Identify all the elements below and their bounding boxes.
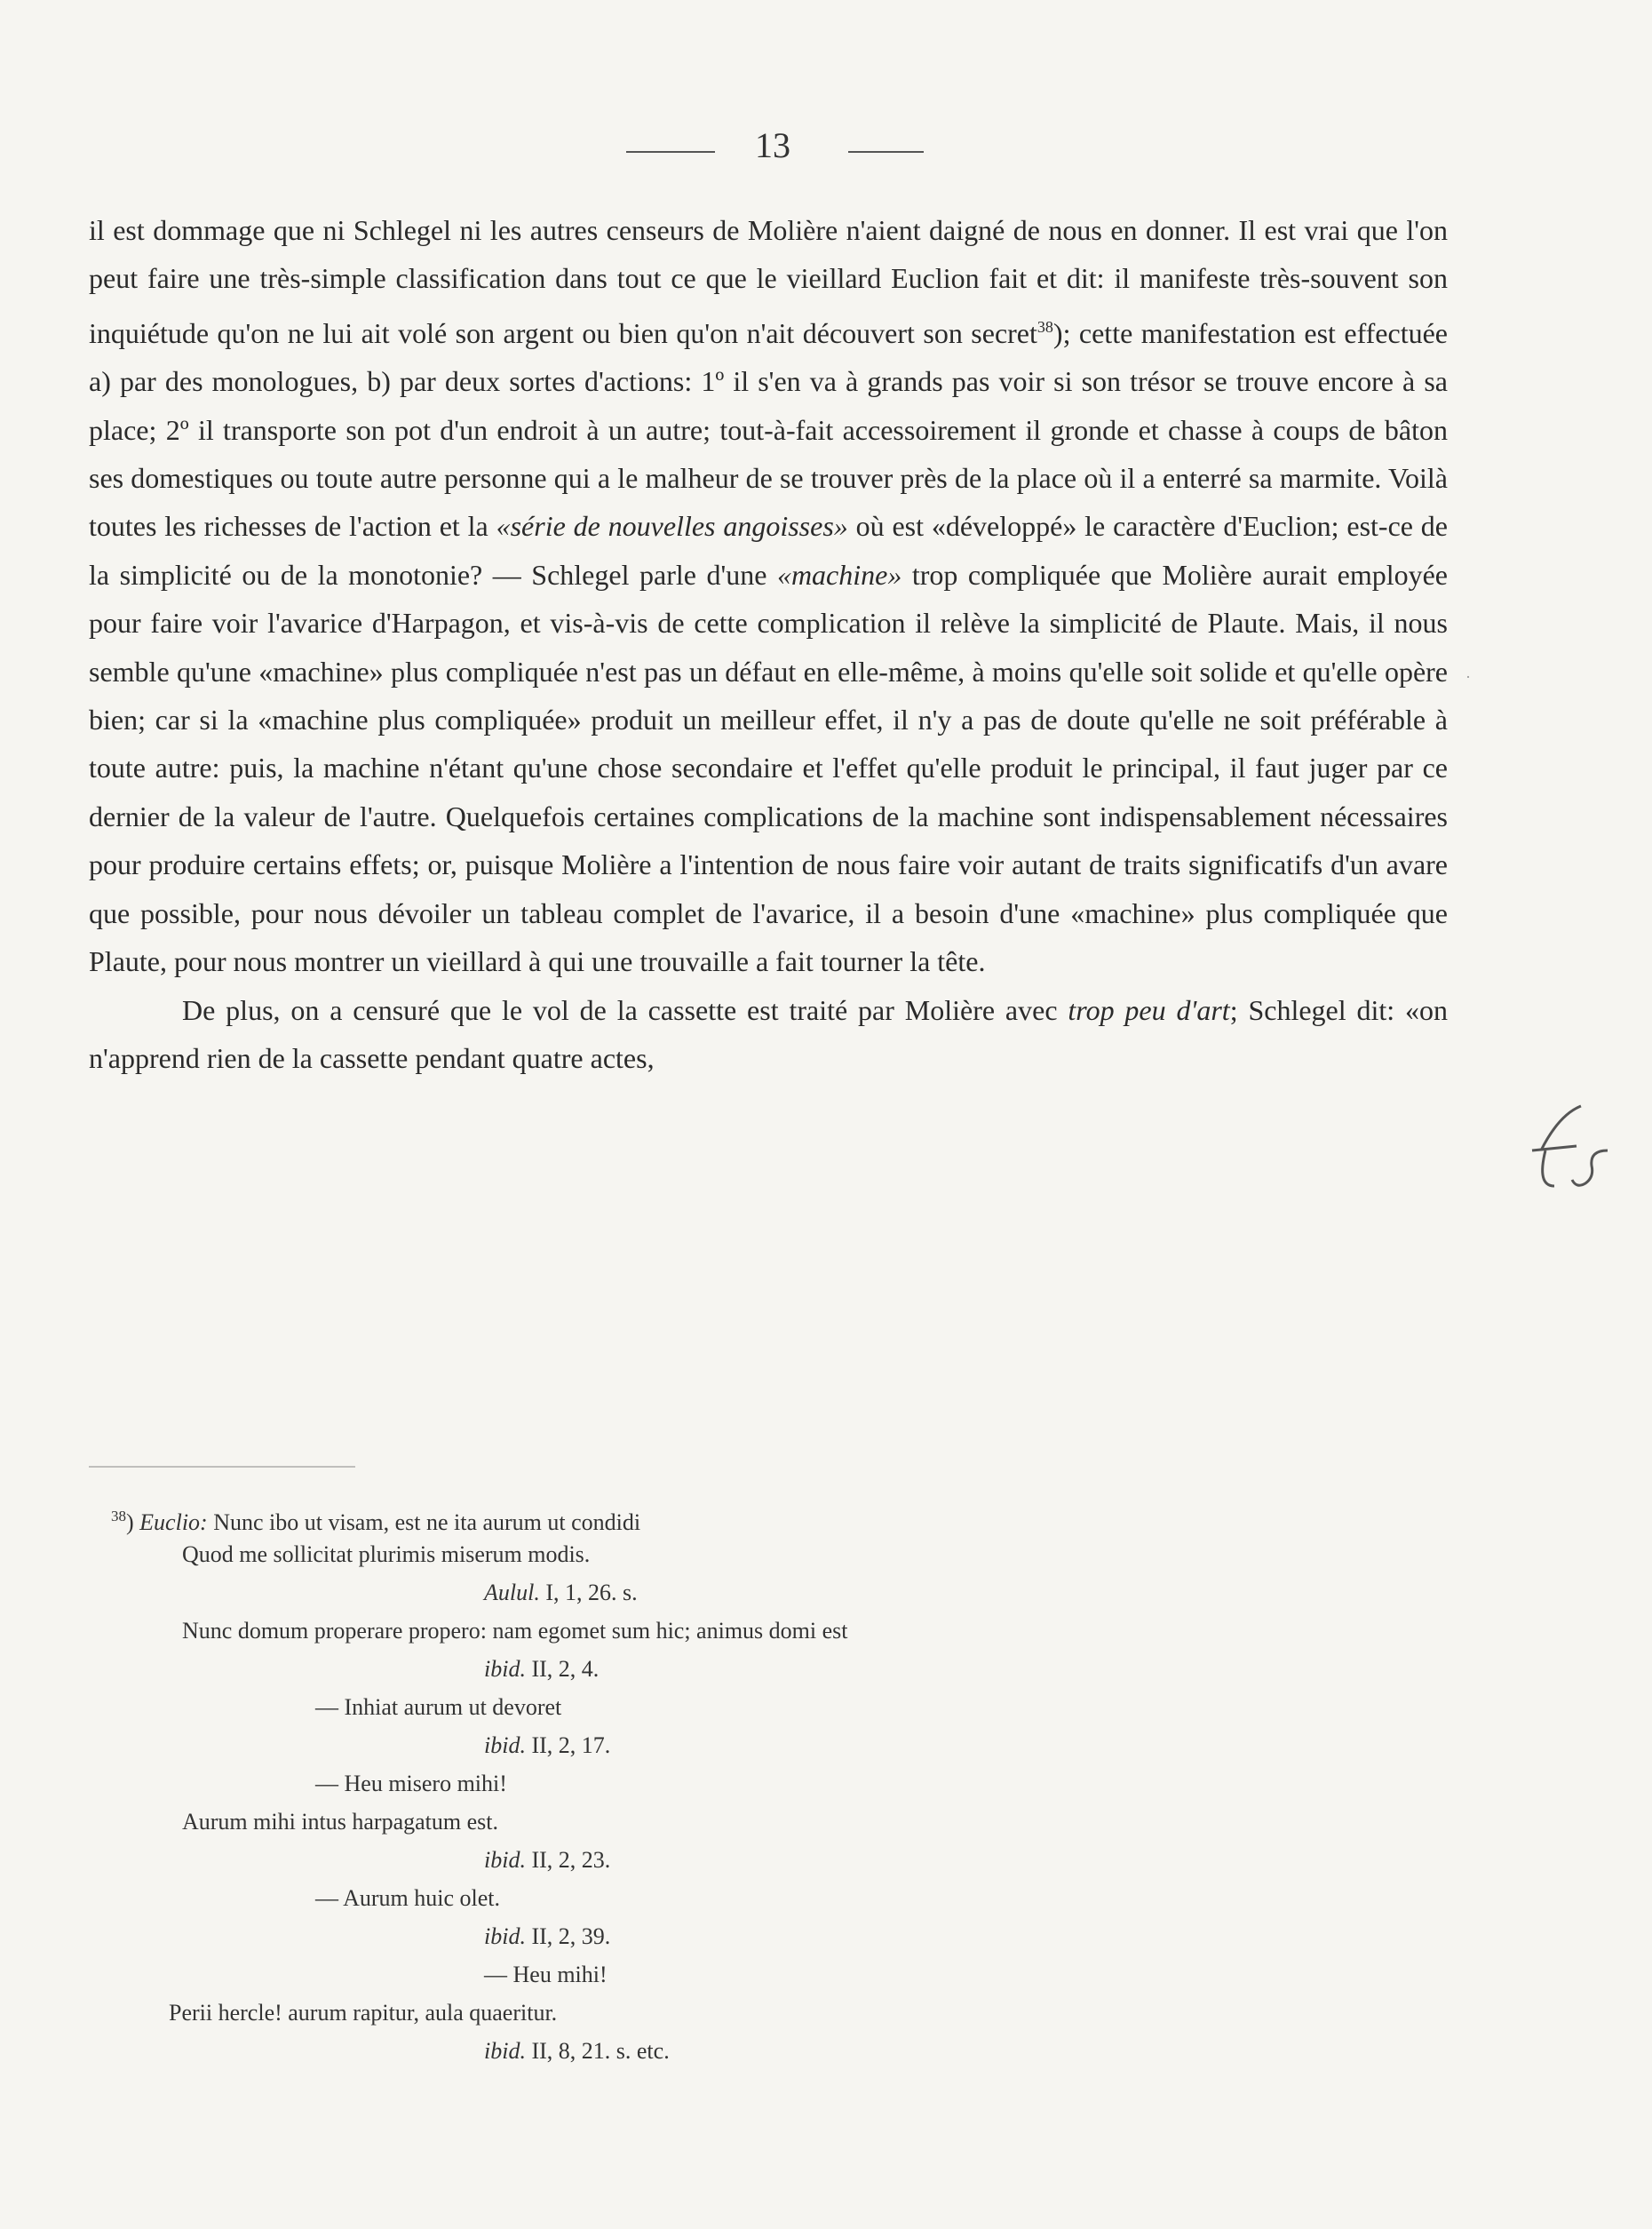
- footnote-reference: 38: [1036, 317, 1053, 336]
- citation-location: I, 1, 26. s.: [539, 1580, 638, 1605]
- citation-location: II, 2, 39.: [525, 1923, 611, 1949]
- footnote-line-12: [484, 1917, 610, 1955]
- footnote-line-8: — Heu misero mihi!: [315, 1771, 507, 1796]
- paragraph-1: [89, 206, 1448, 986]
- header-rule-left: [626, 151, 715, 153]
- citation-source: Aulul.: [484, 1580, 540, 1605]
- footnote-speaker: Euclio:: [139, 1509, 208, 1535]
- page-header: [0, 124, 1652, 178]
- citation-source: ibid.: [484, 1847, 526, 1873]
- paragraph-1-part-a: il est dommage que ni Schlegel ni les autres censeurs de Molière n'aient daigné de nous en donner. Il est vrai que l'on peut faire une très-simple classification dans tout ce que le vieillard Euclion fait et dit: il manifeste très-souvent son inquiétude qu'on ne lui ait volé son argent ou bien qu'on n'ait découvert son secret: [89, 214, 1448, 349]
- citation-location: II, 2, 23.: [525, 1847, 611, 1873]
- footnote-line-2: Quod me sollicitat plurimis miserum modis.: [182, 1541, 591, 1567]
- paragraph-2-part-b: ; Schlegel dit: «on n'apprend rien de la cassette pendant quatre actes,: [89, 993, 1449, 1074]
- paragraph-1-part-c: où est «développé» le caractère d'Euclion; est-ce de la simplicité ou de la monotonie? — Schlegel parle d'une: [89, 510, 1449, 591]
- citation-source: ibid.: [484, 2038, 526, 2064]
- citation-location: II, 2, 17.: [525, 1732, 611, 1758]
- footnote-line-3: [484, 1573, 638, 1612]
- footnote-line-15: [484, 2032, 670, 2070]
- page-number: 13: [755, 125, 790, 165]
- paragraph-1-part-d: trop compliquée que Molière aurait employée pour faire voir l'avarice d'Harpagon, et vis-à-vis de cette complication il relève la simplicité de Plaute. Mais, il nous semble qu'une «machine» plus compliquée n'est pas un défaut en elle-même, à moins qu'elle soit solide et qu'elle opère bien; car si la «machine plus compliquée» produit un meilleur effet, il n'y a pas de doute qu'elle ne soit préférable à toute autre: puis, la machine n'étant qu'une chose secondaire et l'effet qu'elle produit le principal, il faut juger par ce dernier de la valeur de l'autre. Quelquefois certaines complications de la machine sont indispensablement nécessaires pour produire certains effets; or, puisque Molière a l'intention de nous faire voir autant de traits significatifs d'un avare que possible, pour nous dévoiler un tableau complet de l'avarice, il a besoin d'une «machine» plus compliquée que Plaute, pour nous montrer un vieillard à qui une trouvaille a fait tourner la tête.: [89, 558, 1448, 978]
- citation-source: ibid.: [484, 1732, 526, 1758]
- footnote-line-13: — Heu mihi!: [484, 1962, 608, 1987]
- emphasis-trop-peu: trop peu d'art: [1068, 993, 1230, 1026]
- handwritten-margin-mark: [1528, 1102, 1616, 1199]
- paragraph-2-part-a: De plus, on a censuré que le vol de la cassette est traité par Molière avec: [182, 993, 1068, 1026]
- footnote-line-11: — Aurum huic olet.: [315, 1885, 500, 1911]
- footnote-line-9: Aurum mihi intus harpagatum est.: [182, 1809, 499, 1835]
- citation-source: ibid.: [484, 1656, 526, 1682]
- header-rule-right: [848, 151, 924, 153]
- footnote-line-1: $^{38}$) Euclio: Nunc ibo ut visam, est ne ita aurum ut condidi: [111, 1508, 641, 1535]
- margin-dot: ·: [1465, 668, 1471, 686]
- citation-location: II, 8, 21. s. etc.: [525, 2038, 670, 2064]
- citation-location: II, 2, 4.: [525, 1656, 600, 1682]
- citation-source: ibid.: [484, 1923, 526, 1949]
- paragraph-2: [89, 986, 1448, 1083]
- footnote-line-10: [484, 1841, 610, 1879]
- paragraph-1-part-b: ); cette manifestation est effectuée a) par des monologues, b) par deux sortes d'actions: 1º il s'en va à grands pas voir si son trésor se trouve encore à sa place; 2º il transporte son pot d'un endroit à un autre; tout-à-fait accessoirement il gronde et chasse à coups de bâton ses domestiques ou toute autre personne qui a le malheur de se trouver près de la place où il a enterré sa marmite. Voilà toutes les richesses de l'action et la: [89, 316, 1449, 543]
- footnote-line-5: [484, 1650, 599, 1688]
- emphasis-serie: «série de nouvelles angoisses»: [496, 510, 848, 543]
- footnote-line-14: Perii hercle! aurum rapitur, aula quaeritur.: [169, 2000, 558, 2026]
- footnote-text-1: Nunc ibo ut visam, est ne ita aurum ut condidi: [207, 1509, 641, 1535]
- body-text: [89, 206, 1448, 1082]
- footnote-line-7: [484, 1726, 610, 1764]
- footnote-separator: [89, 1466, 355, 1468]
- footnote-line-4: Nunc domum properare propero: nam egomet sum hic; animus domi est: [182, 1618, 848, 1644]
- footnote-marker: 38: [111, 1508, 126, 1524]
- footnote-line-6: — Inhiat aurum ut devoret: [315, 1694, 562, 1720]
- emphasis-machine: «machine»: [776, 558, 902, 591]
